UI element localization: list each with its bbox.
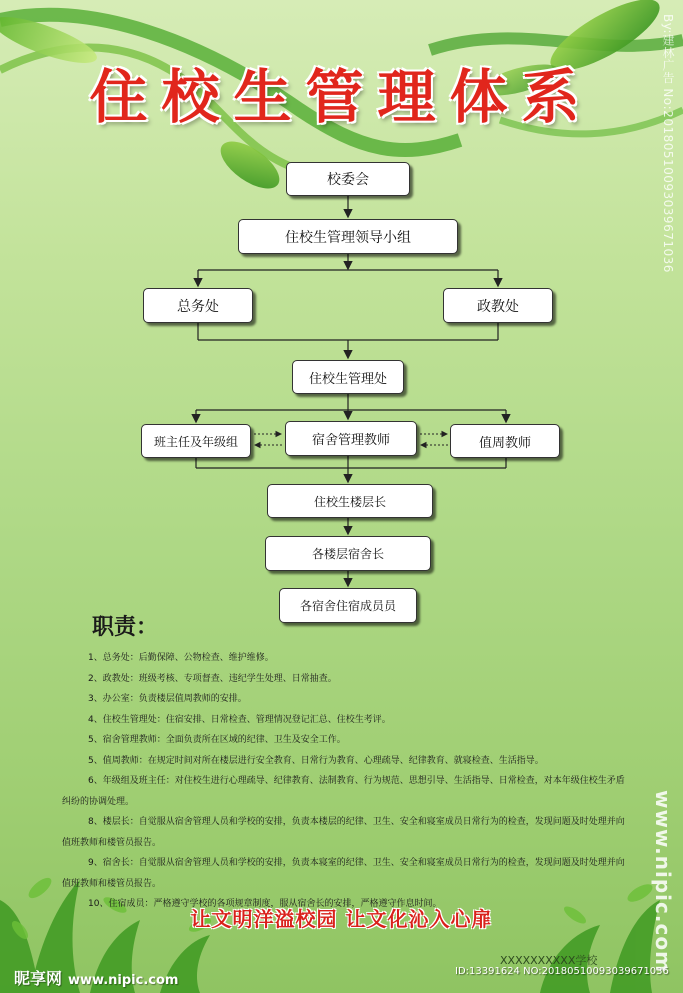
node-political-education: 政教处: [443, 288, 553, 323]
school-name: XXXXXXXXXX学校: [500, 954, 598, 967]
node-head-teachers: 班主任及年级组: [141, 424, 251, 458]
node-members: 各宿舍住宿成员员: [279, 588, 417, 623]
site-watermark: www.nipic.com: [651, 790, 675, 973]
node-committee: 校委会: [286, 162, 410, 196]
vertical-watermark: By:建林广告 No:20180510093039671036: [661, 14, 675, 273]
duty-item: 5、宿舍管理教师：全面负责所在区域的纪律、卫生及安全工作。: [88, 735, 346, 745]
node-dorm-heads: 各楼层宿舍长: [265, 536, 431, 571]
duty-item: 6、年级组及班主任：对住校生进行心理疏导、纪律教育、法制教育、行为规范、思想引导、生活指导、日常检查，对本年级住校生矛盾纠纷的协调处理。: [62, 776, 625, 807]
node-leading-group: 住校生管理领导小组: [238, 219, 458, 254]
id-line: ID:13391624 NO:20180510093039671036: [455, 966, 669, 977]
node-management-office: 住校生管理处: [292, 360, 404, 394]
duties-heading: 职责：: [92, 615, 159, 640]
node-duty-teachers: 值周教师: [450, 424, 560, 458]
duty-item: 5、值周教师：在规定时间对所在楼层进行安全教育、日常行为教育、心理疏导、纪律教育、就寝检查、生活指导。: [88, 755, 544, 766]
duty-item: 4、住校生管理处：住宿安排、日常检查、管理情况登记汇总、住校生考评。: [88, 714, 391, 725]
logo-text: 昵享网: [14, 969, 63, 988]
page-title: 住校生管理体系: [89, 63, 594, 131]
duty-item: 10、住宿成员：严格遵守学校的各项规章制度，服从宿舍长的安排，严格遵守作息时间。: [88, 899, 442, 909]
node-floor-heads: 住校生楼层长: [267, 484, 433, 518]
duty-item: 3、办公室：负责楼层值周教师的安排。: [88, 694, 247, 704]
duty-item: 1、总务处：后勤保障、公物检查、维护维修。: [88, 653, 274, 663]
node-general-affairs: 总务处: [143, 288, 253, 323]
duties-list: [62, 648, 632, 915]
node-dorm-teachers: 宿舍管理教师: [285, 421, 417, 456]
duty-item: 2、政教处：班级考核、专项督查、违纪学生处理、日常抽查。: [88, 673, 337, 684]
slogan: 让文明洋溢校园 让文化沁入心扉: [190, 907, 493, 931]
duty-item: 8、楼层长：自觉服从宿舍管理人员和学校的安排，负责本楼层的纪律、卫生、安全和寝室成员日常行为的检查，发现问题及时处理并向值班教师和楼管员报告。: [62, 817, 625, 848]
nipic-logo: [14, 966, 178, 989]
duty-item: 9、宿舍长：自觉服从宿舍管理人员和学校的安排，负责本寝室的纪律、卫生、安全和寝室成员日常行为的检查，发现问题及时处理并向值班教师和楼管员报告。: [62, 858, 625, 889]
logo-url: www.nipic.com: [68, 973, 179, 988]
